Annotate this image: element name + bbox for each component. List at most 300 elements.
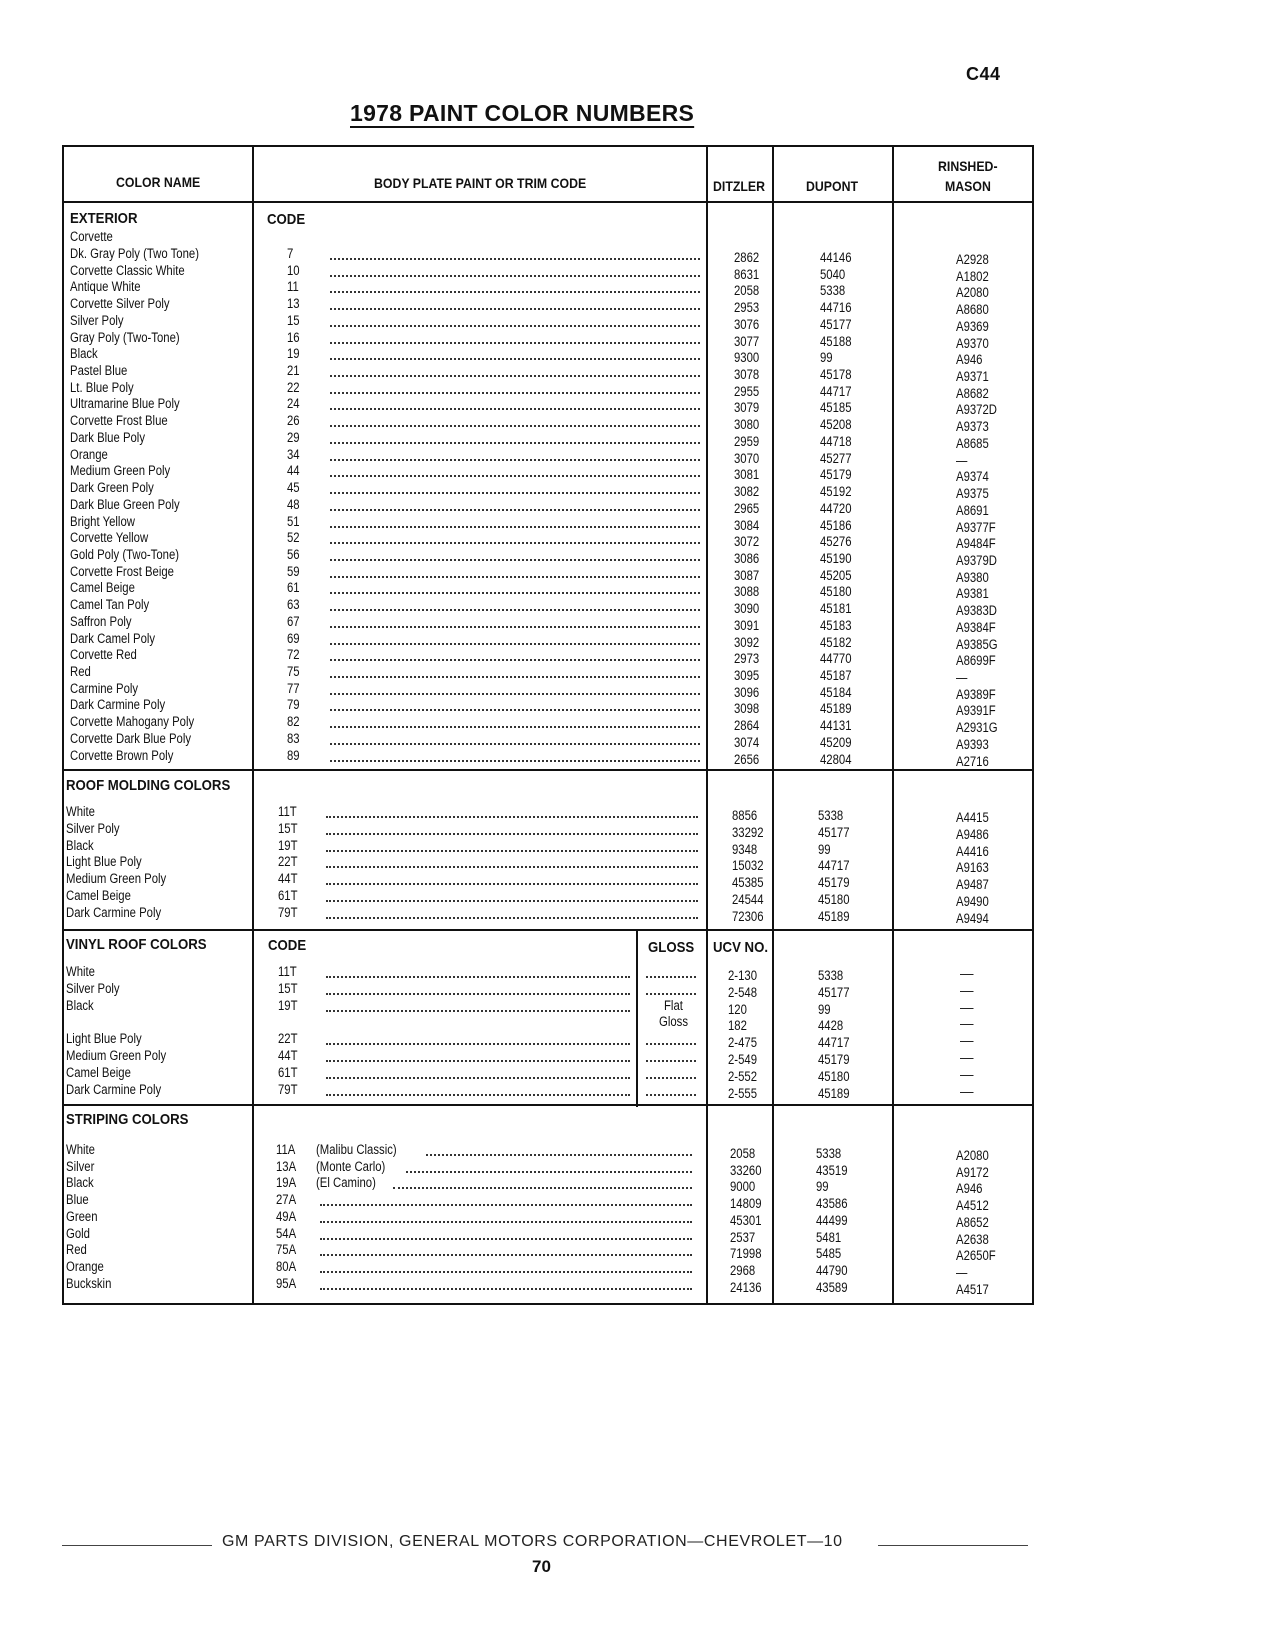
color-name: Black bbox=[70, 346, 98, 362]
color-name: Camel Beige bbox=[66, 1064, 131, 1080]
dupont-number: 44770 bbox=[820, 651, 852, 667]
ditzler-number: 3090 bbox=[734, 601, 760, 617]
dupont-number: 44790 bbox=[816, 1262, 848, 1278]
ditzler-number: 3070 bbox=[734, 450, 760, 466]
rinshed-mason-number: A2080 bbox=[956, 1148, 989, 1163]
leader-dots bbox=[330, 557, 700, 561]
paint-code: 11T bbox=[278, 804, 297, 819]
paint-code: 82 bbox=[287, 714, 300, 730]
paint-code: 83 bbox=[287, 730, 300, 746]
color-name: Carmine Poly bbox=[70, 680, 139, 696]
ditzler-number: 3091 bbox=[734, 617, 760, 633]
dupont-number: 5040 bbox=[820, 266, 846, 282]
ditzler-number: 3081 bbox=[734, 467, 760, 483]
dupont-number: 45185 bbox=[820, 400, 852, 416]
ucv-number: 2-130 bbox=[728, 968, 758, 983]
rinshed-mason-number: — bbox=[960, 982, 974, 998]
leader-dots bbox=[326, 814, 698, 818]
leader-dots bbox=[320, 1236, 692, 1240]
ditzler-number: 3080 bbox=[734, 417, 760, 433]
color-name: White bbox=[66, 964, 95, 979]
color-name: Medium Green Poly bbox=[66, 1048, 167, 1063]
paint-code: 61T bbox=[278, 888, 298, 903]
rinshed-mason-number: A2716 bbox=[956, 753, 989, 769]
rinshed-mason-number: A9377F bbox=[956, 519, 996, 535]
leader-dots bbox=[326, 831, 698, 835]
rinshed-mason-number: A8680 bbox=[956, 302, 989, 318]
rinshed-mason-number: A1802 bbox=[956, 268, 989, 284]
paint-code: 24 bbox=[287, 396, 300, 412]
section-code: C44 bbox=[966, 64, 1001, 84]
dupont-number: 45188 bbox=[820, 333, 852, 349]
rinshed-mason-number: A9373 bbox=[956, 419, 989, 435]
dupont-number: 5338 bbox=[818, 968, 844, 983]
color-name: Blue bbox=[66, 1192, 89, 1208]
dupont-number: 44146 bbox=[820, 250, 852, 265]
ditzler-number: 2955 bbox=[734, 383, 760, 399]
leader-dots bbox=[646, 1075, 696, 1079]
vinyl-gloss-heading: GLOSS bbox=[648, 939, 695, 956]
leader-dots bbox=[330, 590, 700, 594]
rinshed-mason-number: A9384F bbox=[956, 619, 996, 635]
color-name: Red bbox=[70, 664, 91, 679]
dupont-number: 45276 bbox=[820, 534, 852, 550]
ditzler-number: 3084 bbox=[734, 517, 760, 533]
dupont-number: 44717 bbox=[818, 858, 850, 874]
color-name: Dark Carmine Poly bbox=[66, 904, 162, 920]
color-name: Silver Poly bbox=[70, 312, 124, 328]
rinshed-mason-number: A946 bbox=[956, 352, 983, 368]
rinshed-mason-number: A9369 bbox=[956, 318, 989, 334]
leader-dots bbox=[646, 974, 696, 978]
leader-dots bbox=[330, 289, 700, 293]
paint-code: 22 bbox=[287, 379, 300, 395]
paint-code: 44 bbox=[287, 463, 300, 479]
rinshed-mason-number: A4415 bbox=[956, 810, 989, 825]
rinshed-mason-number: A8699F bbox=[956, 653, 996, 669]
ditzler-number: 3095 bbox=[734, 668, 760, 683]
color-name: Corvette Dark Blue Poly bbox=[70, 730, 192, 746]
paint-code: 21 bbox=[287, 363, 300, 379]
color-name: Silver Poly bbox=[66, 820, 120, 836]
leader-dots bbox=[320, 1202, 692, 1206]
ditzler-number: 2058 bbox=[730, 1146, 756, 1161]
paint-code: 79T bbox=[278, 1081, 298, 1097]
color-name: Orange bbox=[66, 1258, 104, 1274]
ditzler-number: 3087 bbox=[734, 567, 760, 583]
paint-code: 15T bbox=[278, 820, 298, 836]
leader-dots bbox=[326, 1092, 630, 1096]
paint-code: 48 bbox=[287, 496, 300, 512]
rinshed-mason-number: A8682 bbox=[956, 385, 989, 401]
leader-dots bbox=[330, 256, 700, 260]
paint-code: 13 bbox=[287, 296, 300, 312]
color-name: Antique White bbox=[70, 279, 141, 295]
leader-dots bbox=[326, 881, 698, 885]
col-divider-name bbox=[252, 145, 254, 1305]
ditzler-number: 3078 bbox=[734, 367, 760, 383]
leader-dots bbox=[330, 741, 700, 745]
color-name: Dark Carmine Poly bbox=[70, 697, 166, 713]
exterior-subheading: Corvette bbox=[70, 229, 113, 244]
leader-dots bbox=[326, 864, 698, 868]
header-divider bbox=[62, 201, 1034, 203]
paint-code: 7 bbox=[287, 246, 294, 261]
leader-dots bbox=[330, 724, 700, 728]
ucv-number: 2-555 bbox=[728, 1085, 758, 1101]
rinshed-mason-number: A9490 bbox=[956, 894, 989, 909]
ditzler-number: 24544 bbox=[732, 892, 764, 907]
color-name: Saffron Poly bbox=[70, 613, 132, 629]
col-divider-gloss bbox=[636, 930, 638, 1107]
dupont-number: 99 bbox=[816, 1179, 829, 1195]
ditzler-number: 3072 bbox=[734, 534, 760, 550]
leader-dots bbox=[330, 356, 700, 360]
header-rinshed: RINSHED- bbox=[938, 158, 998, 174]
dupont-number: 44131 bbox=[820, 718, 852, 734]
rinshed-mason-number: A8652 bbox=[956, 1214, 989, 1230]
color-name: Silver Poly bbox=[66, 980, 120, 996]
exterior-code-heading: CODE bbox=[267, 211, 306, 228]
striping-heading: STRIPING COLORS bbox=[66, 1111, 189, 1128]
leader-dots bbox=[330, 390, 700, 394]
color-name: Corvette Classic White bbox=[70, 262, 185, 278]
color-name: Dark Blue Poly bbox=[70, 429, 146, 445]
dupont-number: 99 bbox=[820, 350, 833, 366]
color-name: Corvette Brown Poly bbox=[70, 747, 174, 763]
ditzler-number: 3096 bbox=[734, 684, 760, 700]
paint-code: 29 bbox=[287, 429, 300, 445]
dupont-number: 45177 bbox=[820, 316, 852, 332]
application-note: (Malibu Classic) bbox=[316, 1142, 397, 1157]
rinshed-mason-number: A9374 bbox=[956, 469, 989, 485]
ucv-number: 2-549 bbox=[728, 1052, 758, 1067]
color-name: Dk. Gray Poly (Two Tone) bbox=[70, 246, 199, 261]
color-name: Gold Poly (Two-Tone) bbox=[70, 546, 180, 562]
ditzler-number: 45385 bbox=[732, 875, 764, 891]
rinshed-mason-number: A8685 bbox=[956, 435, 989, 451]
paint-code: 61 bbox=[287, 580, 300, 596]
ditzler-number: 2973 bbox=[734, 651, 760, 667]
rinshed-mason-number: — bbox=[960, 1083, 974, 1099]
rinshed-mason-number: A946 bbox=[956, 1181, 983, 1197]
leader-dots bbox=[330, 273, 700, 277]
paint-code: 22T bbox=[278, 1031, 298, 1047]
color-name: Medium Green Poly bbox=[70, 463, 171, 479]
ditzler-number: 15032 bbox=[732, 858, 764, 874]
leader-dots bbox=[646, 1058, 696, 1062]
paint-code: 75A bbox=[276, 1242, 297, 1258]
dupont-number: 45179 bbox=[818, 875, 850, 891]
dupont-number: 45189 bbox=[820, 701, 852, 717]
paint-code: 51 bbox=[287, 513, 300, 529]
leader-dots bbox=[326, 1008, 630, 1012]
ucv-number: 2-548 bbox=[728, 984, 758, 1000]
color-name: Orange bbox=[70, 446, 108, 462]
dupont-number: 45184 bbox=[820, 684, 852, 700]
color-name: Pastel Blue bbox=[70, 363, 128, 379]
color-name: Corvette Frost Beige bbox=[70, 563, 175, 579]
dupont-number: 4428 bbox=[818, 1018, 844, 1034]
paint-code: 22T bbox=[278, 854, 298, 870]
paint-code: 44T bbox=[278, 1048, 298, 1063]
ditzler-number: 3074 bbox=[734, 734, 760, 750]
rinshed-mason-number: A9370 bbox=[956, 335, 989, 351]
rinshed-mason-number: A9371 bbox=[956, 369, 989, 385]
ucv-number: 2-552 bbox=[728, 1068, 758, 1084]
dupont-number: 44716 bbox=[820, 300, 852, 316]
color-name: White bbox=[66, 804, 95, 819]
section-divider-vinyl bbox=[62, 929, 1034, 931]
leader-dots bbox=[330, 758, 700, 762]
rinshed-mason-number: — bbox=[956, 1264, 968, 1280]
paint-code: 11 bbox=[287, 279, 299, 295]
dupont-number: 45180 bbox=[820, 584, 852, 600]
leader-dots bbox=[320, 1269, 692, 1273]
paint-code: 63 bbox=[287, 597, 300, 613]
paint-code: 69 bbox=[287, 630, 300, 646]
color-name: White bbox=[66, 1142, 95, 1157]
rinshed-mason-number: — bbox=[956, 670, 968, 685]
dupont-number: 45177 bbox=[818, 984, 850, 1000]
rinshed-mason-number: A9484F bbox=[956, 536, 996, 552]
paint-code: 79T bbox=[278, 904, 298, 920]
ditzler-number: 3079 bbox=[734, 400, 760, 416]
rinshed-mason-number: A9494 bbox=[956, 910, 989, 926]
paint-code: 19A bbox=[276, 1175, 297, 1191]
rinshed-mason-number: A9486 bbox=[956, 826, 989, 842]
dupont-number: 44718 bbox=[820, 433, 852, 449]
rinshed-mason-number: A9393 bbox=[956, 736, 989, 752]
color-name: Green bbox=[66, 1208, 98, 1224]
paint-code: 16 bbox=[287, 329, 300, 345]
ditzler-number: 45301 bbox=[730, 1212, 762, 1228]
rinshed-mason-number: A9163 bbox=[956, 860, 989, 876]
vinyl-ucv-heading: UCV NO. bbox=[713, 939, 769, 956]
ditzler-number: 3082 bbox=[734, 484, 760, 500]
paint-code: 11T bbox=[278, 964, 297, 979]
color-name: Bright Yellow bbox=[70, 513, 135, 529]
color-name: Dark Camel Poly bbox=[70, 630, 156, 646]
color-name: Camel Tan Poly bbox=[70, 597, 150, 613]
leader-dots bbox=[330, 406, 700, 410]
ditzler-number: 9300 bbox=[734, 350, 760, 366]
rinshed-mason-number: A2080 bbox=[956, 285, 989, 301]
dupont-number: 45181 bbox=[820, 601, 852, 617]
ditzler-number: 3092 bbox=[734, 634, 760, 650]
dupont-number: 5338 bbox=[820, 283, 846, 299]
rinshed-mason-number: A9487 bbox=[956, 877, 989, 893]
leader-dots bbox=[320, 1286, 692, 1290]
color-name: Corvette Frost Blue bbox=[70, 413, 168, 429]
color-name: Gold bbox=[66, 1225, 90, 1241]
color-name: Red bbox=[66, 1242, 87, 1258]
leader-dots bbox=[326, 1058, 630, 1062]
ditzler-number: 3076 bbox=[734, 316, 760, 332]
rinshed-mason-number: A9380 bbox=[956, 569, 989, 585]
paint-code: 15T bbox=[278, 980, 298, 996]
leader-dots bbox=[646, 1041, 696, 1045]
color-name: Gray Poly (Two-Tone) bbox=[70, 329, 180, 345]
color-name: Buckskin bbox=[66, 1275, 112, 1291]
paint-code: 67 bbox=[287, 613, 300, 629]
ditzler-number: 3086 bbox=[734, 550, 760, 566]
color-name: Lt. Blue Poly bbox=[70, 379, 134, 395]
application-note: (El Camino) bbox=[316, 1175, 376, 1191]
gloss-type: Gloss bbox=[659, 1014, 688, 1030]
leader-dots bbox=[426, 1152, 692, 1156]
leader-dots bbox=[330, 540, 700, 544]
leader-dots bbox=[330, 323, 700, 327]
dupont-number: 45178 bbox=[820, 367, 852, 383]
dupont-number: 45277 bbox=[820, 450, 852, 466]
dupont-number: 44717 bbox=[818, 1035, 850, 1051]
dupont-number: 45180 bbox=[818, 892, 850, 907]
color-name: Camel Beige bbox=[66, 888, 131, 903]
ditzler-number: 14809 bbox=[730, 1196, 762, 1212]
dupont-number: 5338 bbox=[818, 808, 844, 823]
dupont-number: 45183 bbox=[820, 617, 852, 633]
page-title: 1978 PAINT COLOR NUMBERS bbox=[350, 100, 695, 126]
color-name: Light Blue Poly bbox=[66, 854, 142, 870]
leader-dots bbox=[330, 691, 700, 695]
vinyl-roof-heading: VINYL ROOF COLORS bbox=[66, 936, 207, 953]
leader-dots bbox=[330, 574, 700, 578]
paint-code: 72 bbox=[287, 647, 300, 663]
dupont-number: 45182 bbox=[820, 634, 852, 650]
dupont-number: 45205 bbox=[820, 567, 852, 583]
dupont-number: 45209 bbox=[820, 734, 852, 750]
footer-rule-right bbox=[878, 1545, 1028, 1546]
leader-dots bbox=[330, 473, 700, 477]
color-name: Corvette Silver Poly bbox=[70, 296, 170, 312]
ditzler-number: 2959 bbox=[734, 433, 760, 449]
color-name: Corvette Red bbox=[70, 647, 137, 663]
paint-code: 75 bbox=[287, 664, 300, 679]
color-name: Camel Beige bbox=[70, 580, 135, 596]
paint-code: 79 bbox=[287, 697, 300, 713]
paint-code: 19T bbox=[278, 837, 298, 853]
paint-code: 95A bbox=[276, 1275, 297, 1291]
leader-dots bbox=[330, 490, 700, 494]
col-divider-ditzler bbox=[772, 145, 774, 1305]
dupont-number: 45186 bbox=[820, 517, 852, 533]
footer-rule-left bbox=[62, 1545, 212, 1546]
leader-dots bbox=[330, 707, 700, 711]
header-body-plate: BODY PLATE PAINT OR TRIM CODE bbox=[374, 175, 587, 191]
rinshed-mason-number: — bbox=[960, 999, 974, 1015]
dupont-number: 44720 bbox=[820, 500, 852, 516]
leader-dots bbox=[326, 1075, 630, 1079]
dupont-number: 45177 bbox=[818, 824, 850, 840]
leader-dots bbox=[330, 641, 700, 645]
ditzler-number: 9000 bbox=[730, 1179, 756, 1195]
paint-code: 59 bbox=[287, 563, 300, 579]
rinshed-mason-number: A9379D bbox=[956, 552, 997, 568]
color-name: Dark Blue Green Poly bbox=[70, 496, 180, 512]
ditzler-number: 3088 bbox=[734, 584, 760, 600]
paint-code: 10 bbox=[287, 262, 300, 278]
paint-code: 19 bbox=[287, 346, 300, 362]
rinshed-mason-number: — bbox=[956, 452, 968, 468]
leader-dots bbox=[326, 898, 698, 902]
rinshed-mason-number: A4517 bbox=[956, 1281, 989, 1297]
header-mason: MASON bbox=[945, 178, 991, 194]
col-divider-code bbox=[706, 145, 708, 1305]
dupont-number: 44717 bbox=[820, 383, 852, 399]
header-dupont: DUPONT bbox=[806, 178, 859, 194]
rinshed-mason-number: — bbox=[960, 1050, 974, 1065]
leader-dots bbox=[646, 1092, 696, 1096]
paint-code: 44T bbox=[278, 871, 298, 887]
ditzler-number: 2965 bbox=[734, 500, 760, 516]
paint-code: 56 bbox=[287, 546, 300, 562]
leader-dots bbox=[330, 306, 700, 310]
dupont-number: 43519 bbox=[816, 1162, 848, 1178]
dupont-number: 45189 bbox=[818, 908, 850, 924]
ditzler-number: 2537 bbox=[730, 1229, 756, 1245]
ucv-number: 120 bbox=[728, 1001, 747, 1017]
paint-code: 54A bbox=[276, 1225, 297, 1241]
ditzler-number: 8856 bbox=[732, 808, 758, 823]
leader-dots bbox=[326, 974, 630, 978]
ditzler-number: 3098 bbox=[734, 701, 760, 717]
paint-code: 77 bbox=[287, 680, 300, 696]
rinshed-mason-number: A9381 bbox=[956, 586, 989, 602]
leader-dots bbox=[326, 1041, 630, 1045]
ditzler-number: 8631 bbox=[734, 266, 760, 282]
dupont-number: 45180 bbox=[818, 1068, 850, 1084]
dupont-number: 45187 bbox=[820, 668, 852, 683]
rinshed-mason-number: A8691 bbox=[956, 502, 989, 518]
footer-text: GM PARTS DIVISION, GENERAL MOTORS CORPORATION—CHEVROLET—10 bbox=[222, 1533, 843, 1550]
dupont-number: 99 bbox=[818, 1001, 831, 1017]
ditzler-number: 24136 bbox=[730, 1279, 762, 1295]
section-divider-striping bbox=[62, 1104, 1034, 1106]
rinshed-mason-number: — bbox=[960, 966, 974, 981]
paint-code: 34 bbox=[287, 446, 300, 462]
dupont-number: 43586 bbox=[816, 1196, 848, 1212]
paint-code: 89 bbox=[287, 747, 300, 763]
dupont-number: 45192 bbox=[820, 484, 852, 500]
roof-molding-heading: ROOF MOLDING COLORS bbox=[66, 777, 231, 794]
vinyl-code-heading: CODE bbox=[268, 937, 307, 954]
rinshed-mason-number: A9391F bbox=[956, 703, 996, 719]
dupont-number: 44499 bbox=[816, 1212, 848, 1228]
ditzler-number: 2968 bbox=[730, 1262, 756, 1278]
color-name: Black bbox=[66, 997, 94, 1013]
paint-code: 52 bbox=[287, 530, 300, 546]
dupont-number: 5338 bbox=[816, 1146, 842, 1161]
leader-dots bbox=[393, 1185, 692, 1189]
color-name: Silver bbox=[66, 1158, 95, 1174]
leader-dots bbox=[330, 607, 700, 611]
paint-code: 61T bbox=[278, 1064, 298, 1080]
leader-dots bbox=[330, 674, 700, 678]
page-number: 70 bbox=[532, 1557, 551, 1576]
rinshed-mason-number: A9172 bbox=[956, 1164, 989, 1180]
rinshed-mason-number: A9385G bbox=[956, 636, 998, 652]
rinshed-mason-number: A9389F bbox=[956, 686, 996, 702]
leader-dots bbox=[330, 624, 700, 628]
ditzler-number: 2864 bbox=[734, 718, 760, 734]
paint-code: 26 bbox=[287, 413, 300, 429]
header-color-name: COLOR NAME bbox=[116, 174, 201, 190]
leader-dots bbox=[320, 1219, 692, 1223]
gloss-type: Flat bbox=[664, 997, 683, 1013]
paint-code: 49A bbox=[276, 1208, 297, 1224]
leader-dots bbox=[330, 524, 700, 528]
